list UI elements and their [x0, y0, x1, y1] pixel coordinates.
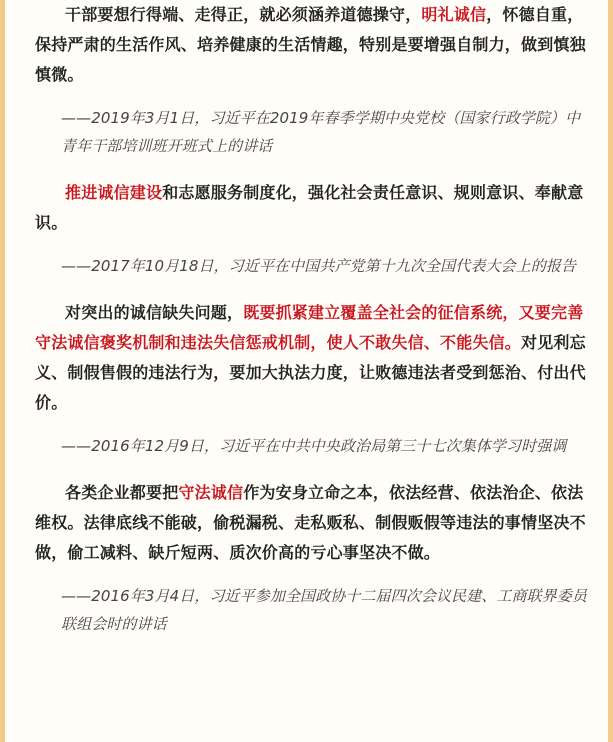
quote-highlight-segment: 守法诚信	[178, 483, 244, 502]
quote-text-segment: 和志愿服务制度化，强化社会责任意识、规则意识、奉献意识。	[35, 183, 584, 232]
quote-text-line	[35, 298, 590, 418]
quote-text-segment: 作为安身立命之本，依法经营、依法治企、依法维权。法律底线不能破，偷税漏税、走私贩私、制假贩假等违法的事情坚决不做，偷工减料、缺斤短两、质次价高的亏心事坚决不做。	[35, 483, 586, 562]
quote-source: ——2016年3月4日，习近平参加全国政协十二届四次会议民建、工商联界委员联组会时的讲话	[61, 587, 587, 633]
quote-highlight-segment: 既要抓紧建立覆盖全社会的征信系统，又要完善守法诚信褒奖机制和违法失信惩戒机制，使人不敢失信、不能失信。	[35, 303, 584, 352]
quote-source: ——2017年10月18日，习近平在中国共产党第十九次全国代表大会上的报告	[61, 257, 577, 275]
quote-text-segment: 干部要想行得端、走得正，就必须涵养道德操守，	[65, 5, 422, 24]
quote-text-segment: 对见利忘义、制假售假的违法行为，要加大执法力度，让败德违法者受到惩治、付出代价。	[35, 333, 586, 412]
quote-source: ——2019年3月1日，习近平在2019年春季学期中央党校（国家行政学院）中青年干部培训班开班式上的讲话	[61, 109, 581, 155]
quote-paragraph	[35, 0, 590, 90]
quote-paragraph	[35, 478, 590, 568]
quote-text-segment: 各类企业都要把	[65, 483, 179, 502]
quote-text-line	[35, 178, 590, 238]
article-content	[5, 0, 608, 742]
quote-highlight-segment: 明礼诚信	[421, 5, 487, 24]
quote-block-3	[5, 298, 608, 460]
quote-block-4	[5, 478, 608, 638]
quote-text-segment: ，怀德自重，保持严肃的生活作风、培养健康的生活情趣，特别是要增强自制力，做到慎独慎微。	[35, 5, 586, 84]
quote-source: ——2016年12月9日，习近平在中共中央政治局第三十七次集体学习时强调	[61, 437, 567, 455]
quote-text-line	[35, 0, 590, 90]
quote-highlight-segment: 推进诚信建设	[65, 183, 163, 202]
quote-block-2	[5, 178, 608, 280]
quote-text-line	[35, 478, 590, 568]
quote-paragraph	[35, 178, 590, 238]
quote-text-segment: 对突出的诚信缺失问题，	[65, 303, 244, 322]
quote-block-1	[5, 0, 608, 160]
quote-paragraph	[35, 298, 590, 418]
